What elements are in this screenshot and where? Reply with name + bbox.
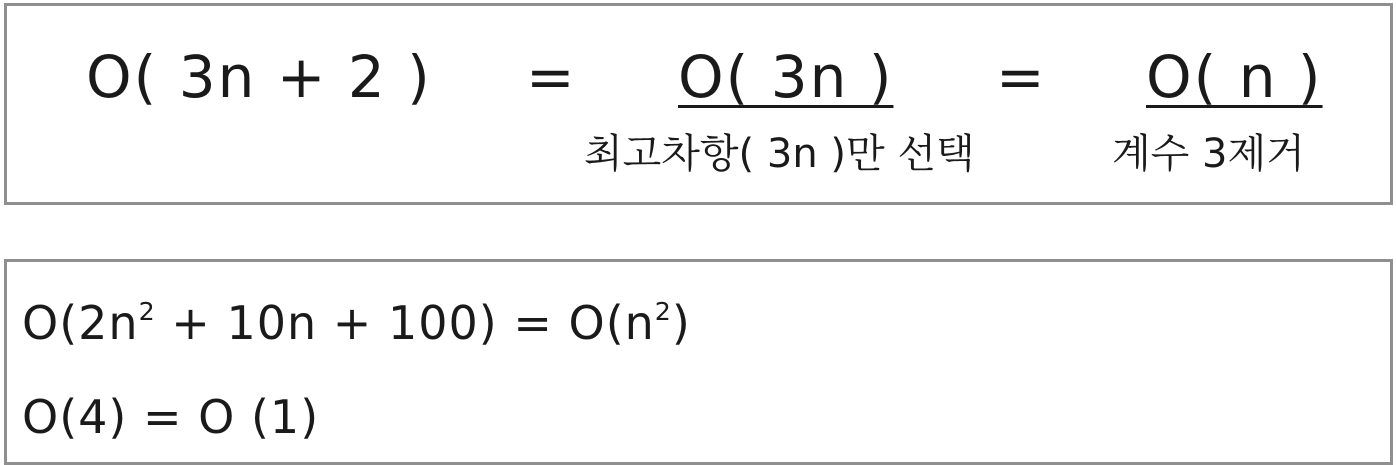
exponent-a: 2 xyxy=(138,297,156,327)
example-constant: O(4) = O (1) xyxy=(22,390,320,444)
expression-highest-term: O( 3n ) xyxy=(678,43,894,111)
equals-sign-1: = xyxy=(526,43,577,111)
example-quadratic-part-a: O(2n xyxy=(22,296,139,350)
equals-sign-2: = xyxy=(996,43,1047,111)
example-quadratic xyxy=(22,296,691,350)
expression-final: O( n ) xyxy=(1146,43,1323,111)
note-select-highest-term: 최고차항( 3n )만 선택 xyxy=(584,131,975,177)
exponent-b: 2 xyxy=(654,297,672,327)
example-quadratic-part-c: ) xyxy=(671,296,691,350)
example-quadratic-part-b: + 10n + 100) = O(n xyxy=(155,296,655,350)
expression-original: O( 3n + 2 ) xyxy=(86,43,432,111)
note-remove-coefficient: 계수 3제거 xyxy=(1112,131,1305,177)
